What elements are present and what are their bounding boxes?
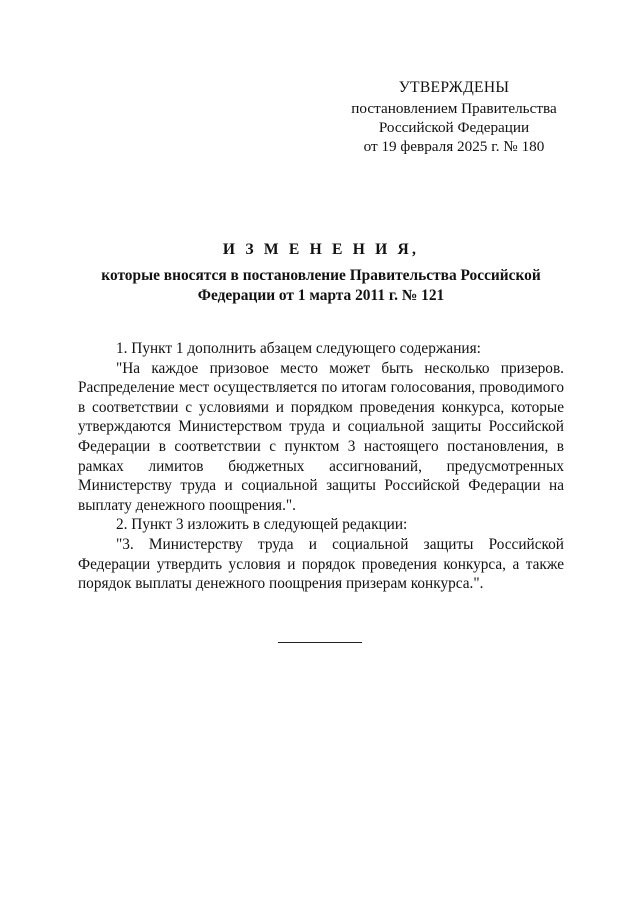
approval-line-2: Российской Федерации [378,119,530,136]
approval-line-3: от 19 февраля 2025 г. № 180 [363,138,545,155]
paragraph-1: 1. Пункт 1 дополнить абзацем следующего содержания: [116,340,481,357]
title-subtitle: которые вносятся в постановление Правительства Российской Федерации от 1 марта 2011 г. № 121 [101,267,541,304]
approval-stamp [340,78,568,156]
paragraph-3: 2. Пункт 3 изложить в следующей редакции: [116,516,408,534]
document-body [78,339,564,594]
paragraph-2: "На каждое призовое место может быть несколько призеров. Распределение мест осуществляется по итогам голосования, проводимого в соответствии с условиями и порядком проведения конкурса, которые утверждаются Министерством труда и социальной защиты Российской Федерации в соответствии с пунктом 3 настоящего постановления, в рамках лимитов бюджетных ассигнований, предусмотренных Министерству труда и социальной защиты Российской Федерации на выплату денежного поощрения.". [78,359,564,514]
approval-line-1: постановлением Правительства [351,100,557,117]
end-divider [278,642,362,643]
document-title [78,240,564,306]
title-main: И З М Е Н Е Н И Я, [222,241,420,258]
approval-heading: УТВЕРЖДЕНЫ [398,79,510,96]
paragraph-4: "3. Министерству труда и социальной защиты Российской Федерации утвердить условия и порядок проведения конкурса, а также порядок выплаты денежного поощрения призерам конкурса.". [78,535,564,593]
